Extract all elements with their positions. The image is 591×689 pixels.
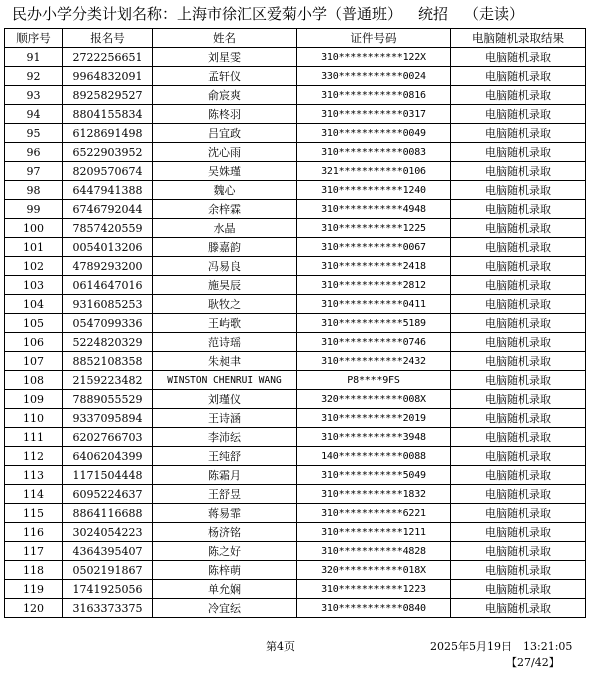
cell-result: 电脑随机录取 [451,276,586,295]
cell-registration-no: 9337095894 [63,409,153,428]
column-header-sequence: 顺序号 [5,29,63,48]
table-row [5,580,586,599]
table-row [5,333,586,352]
cell-id-number: P8****9FS [297,371,451,390]
cell-registration-no: 6202766703 [63,428,153,447]
cell-sequence: 96 [5,143,63,162]
table-row [5,124,586,143]
cell-sequence: 92 [5,67,63,86]
cell-result: 电脑随机录取 [451,257,586,276]
table-row [5,485,586,504]
cell-id-number: 310***********0317 [297,105,451,124]
cell-registration-no: 6406204399 [63,447,153,466]
cell-id-number: 310***********0067 [297,238,451,257]
cell-registration-no: 9316085253 [63,295,153,314]
cell-registration-no: 6522903952 [63,143,153,162]
table-row [5,561,586,580]
cell-registration-no: 6095224637 [63,485,153,504]
cell-sequence: 107 [5,352,63,371]
cell-id-number: 321***********0106 [297,162,451,181]
table-row [5,371,586,390]
cell-result: 电脑随机录取 [451,238,586,257]
cell-id-number: 310***********0083 [297,143,451,162]
cell-name: 孟轩仪 [153,67,297,86]
cell-registration-no: 6746792044 [63,200,153,219]
table-row [5,48,586,67]
cell-id-number: 310***********1240 [297,181,451,200]
cell-registration-no: 8804155834 [63,105,153,124]
table-row [5,542,586,561]
cell-result: 电脑随机录取 [451,105,586,124]
cell-registration-no: 5224820329 [63,333,153,352]
cell-result: 电脑随机录取 [451,599,586,618]
cell-id-number: 310***********4948 [297,200,451,219]
table-row [5,200,586,219]
cell-sequence: 115 [5,504,63,523]
table-row [5,143,586,162]
cell-id-number: 310***********1225 [297,219,451,238]
cell-name: 施昊辰 [153,276,297,295]
cell-result: 电脑随机录取 [451,143,586,162]
cell-sequence: 106 [5,333,63,352]
cell-sequence: 109 [5,390,63,409]
cell-id-number: 310***********5189 [297,314,451,333]
cell-result: 电脑随机录取 [451,523,586,542]
cell-name: 水晶 [153,219,297,238]
cell-name: 单允娴 [153,580,297,599]
cell-id-number: 320***********008X [297,390,451,409]
cell-registration-no: 0614647016 [63,276,153,295]
cell-name: 余梓霖 [153,200,297,219]
cell-id-number: 310***********2812 [297,276,451,295]
cell-name: 吴姝瑾 [153,162,297,181]
cell-registration-no: 0547099336 [63,314,153,333]
cell-registration-no: 1171504448 [63,466,153,485]
cell-sequence: 120 [5,599,63,618]
cell-name: 陈柊羽 [153,105,297,124]
cell-sequence: 111 [5,428,63,447]
cell-sequence: 102 [5,257,63,276]
cell-result: 电脑随机录取 [451,295,586,314]
table-row [5,466,586,485]
table-row [5,504,586,523]
cell-sequence: 101 [5,238,63,257]
cell-sequence: 99 [5,200,63,219]
cell-result: 电脑随机录取 [451,390,586,409]
cell-id-number: 310***********0816 [297,86,451,105]
cell-name: 陈梓萌 [153,561,297,580]
cell-id-number: 310***********6221 [297,504,451,523]
cell-name: 冷宜纭 [153,599,297,618]
print-timestamp: 2025年5月19日 13:21:05 [430,640,573,653]
table-row [5,409,586,428]
cell-result: 电脑随机录取 [451,447,586,466]
cell-result: 电脑随机录取 [451,333,586,352]
cell-id-number: 330***********0024 [297,67,451,86]
cell-result: 电脑随机录取 [451,86,586,105]
cell-name: 刘瑾仪 [153,390,297,409]
cell-sequence: 112 [5,447,63,466]
table-row [5,523,586,542]
table-row [5,314,586,333]
plan-name: 民办小学分类计划名称：上海市徐汇区爱菊小学（普通班） [12,5,403,23]
cell-registration-no: 1741925056 [63,580,153,599]
table-row [5,428,586,447]
cell-sequence: 100 [5,219,63,238]
cell-sequence: 104 [5,295,63,314]
table-row [5,295,586,314]
cell-registration-no: 7857420559 [63,219,153,238]
cell-result: 电脑随机录取 [451,542,586,561]
cell-name: 朱昶聿 [153,352,297,371]
cell-sequence: 114 [5,485,63,504]
column-header-id-number: 证件号码 [297,29,451,48]
cell-id-number: 310***********0411 [297,295,451,314]
cell-name: 俞宸爽 [153,86,297,105]
cell-registration-no: 8864116688 [63,504,153,523]
cell-registration-no: 3163373375 [63,599,153,618]
cell-id-number: 310***********2432 [297,352,451,371]
column-header-name: 姓名 [153,29,297,48]
cell-registration-no: 7889055529 [63,390,153,409]
cell-registration-no: 3024054223 [63,523,153,542]
column-header-result: 电脑随机录取结果 [451,29,586,48]
cell-sequence: 91 [5,48,63,67]
cell-id-number: 310***********5049 [297,466,451,485]
admission-results-table [4,28,586,618]
table-row [5,162,586,181]
cell-name: 陈之好 [153,542,297,561]
cell-result: 电脑随机录取 [451,314,586,333]
cell-sequence: 97 [5,162,63,181]
enrollment-type: 统招 [418,5,449,23]
cell-name: 吕宜政 [153,124,297,143]
cell-name: 王屿歌 [153,314,297,333]
table-row [5,447,586,466]
cell-id-number: 310***********4828 [297,542,451,561]
cell-name: 王诗涵 [153,409,297,428]
attendance-mode: （走读） [464,5,525,23]
table-row [5,67,586,86]
cell-sequence: 93 [5,86,63,105]
cell-sequence: 103 [5,276,63,295]
cell-registration-no: 0054013206 [63,238,153,257]
cell-id-number: 310***********3948 [297,428,451,447]
cell-result: 电脑随机录取 [451,561,586,580]
cell-name: 刘星雯 [153,48,297,67]
table-row [5,219,586,238]
cell-sequence: 108 [5,371,63,390]
cell-sequence: 94 [5,105,63,124]
cell-name: 沈心雨 [153,143,297,162]
cell-name: 王舒昱 [153,485,297,504]
cell-name: WINSTON CHENRUI WANG [153,371,297,390]
cell-registration-no: 8925829527 [63,86,153,105]
cell-id-number: 310***********0746 [297,333,451,352]
cell-result: 电脑随机录取 [451,200,586,219]
cell-name: 蒋易霏 [153,504,297,523]
table-header-row [5,29,586,48]
table-row [5,257,586,276]
table-row [5,352,586,371]
table-row [5,86,586,105]
cell-sequence: 116 [5,523,63,542]
cell-registration-no: 6128691498 [63,124,153,143]
cell-result: 电脑随机录取 [451,219,586,238]
cell-registration-no: 6447941388 [63,181,153,200]
cell-registration-no: 4364395407 [63,542,153,561]
cell-result: 电脑随机录取 [451,371,586,390]
table-row [5,276,586,295]
cell-result: 电脑随机录取 [451,162,586,181]
cell-name: 耿牧之 [153,295,297,314]
cell-result: 电脑随机录取 [451,409,586,428]
cell-id-number: 310***********0049 [297,124,451,143]
cell-sequence: 98 [5,181,63,200]
table-row [5,390,586,409]
cell-registration-no: 9964832091 [63,67,153,86]
cell-registration-no: 8852108358 [63,352,153,371]
cell-id-number: 310***********2019 [297,409,451,428]
page-count: 【27/42】 [506,656,560,669]
cell-id-number: 320***********018X [297,561,451,580]
cell-registration-no: 0502191867 [63,561,153,580]
cell-name: 王纯舒 [153,447,297,466]
cell-sequence: 119 [5,580,63,599]
table-row [5,181,586,200]
column-header-registration-no: 报名号 [63,29,153,48]
cell-result: 电脑随机录取 [451,485,586,504]
cell-name: 范诗瑶 [153,333,297,352]
table-row [5,105,586,124]
cell-id-number: 310***********1832 [297,485,451,504]
cell-registration-no: 2159223482 [63,371,153,390]
cell-name: 杨济铭 [153,523,297,542]
cell-sequence: 118 [5,561,63,580]
cell-id-number: 310***********2418 [297,257,451,276]
cell-id-number: 310***********1223 [297,580,451,599]
cell-id-number: 310***********1211 [297,523,451,542]
cell-name: 滕嘉韵 [153,238,297,257]
cell-result: 电脑随机录取 [451,504,586,523]
page-title [12,4,582,24]
table-row [5,238,586,257]
cell-result: 电脑随机录取 [451,48,586,67]
cell-result: 电脑随机录取 [451,181,586,200]
cell-name: 李沛纭 [153,428,297,447]
cell-name: 冯易良 [153,257,297,276]
cell-sequence: 110 [5,409,63,428]
cell-name: 陈霜月 [153,466,297,485]
cell-result: 电脑随机录取 [451,124,586,143]
cell-sequence: 117 [5,542,63,561]
table-row [5,599,586,618]
cell-sequence: 113 [5,466,63,485]
cell-id-number: 140***********0088 [297,447,451,466]
cell-id-number: 310***********0840 [297,599,451,618]
table-body [5,48,586,618]
cell-result: 电脑随机录取 [451,428,586,447]
cell-registration-no: 4789293200 [63,257,153,276]
cell-sequence: 105 [5,314,63,333]
cell-name: 魏心 [153,181,297,200]
cell-result: 电脑随机录取 [451,466,586,485]
cell-result: 电脑随机录取 [451,67,586,86]
cell-id-number: 310***********122X [297,48,451,67]
cell-result: 电脑随机录取 [451,352,586,371]
cell-registration-no: 8209570674 [63,162,153,181]
page-number: 第4页 [266,640,295,653]
cell-result: 电脑随机录取 [451,580,586,599]
cell-registration-no: 2722256651 [63,48,153,67]
cell-sequence: 95 [5,124,63,143]
